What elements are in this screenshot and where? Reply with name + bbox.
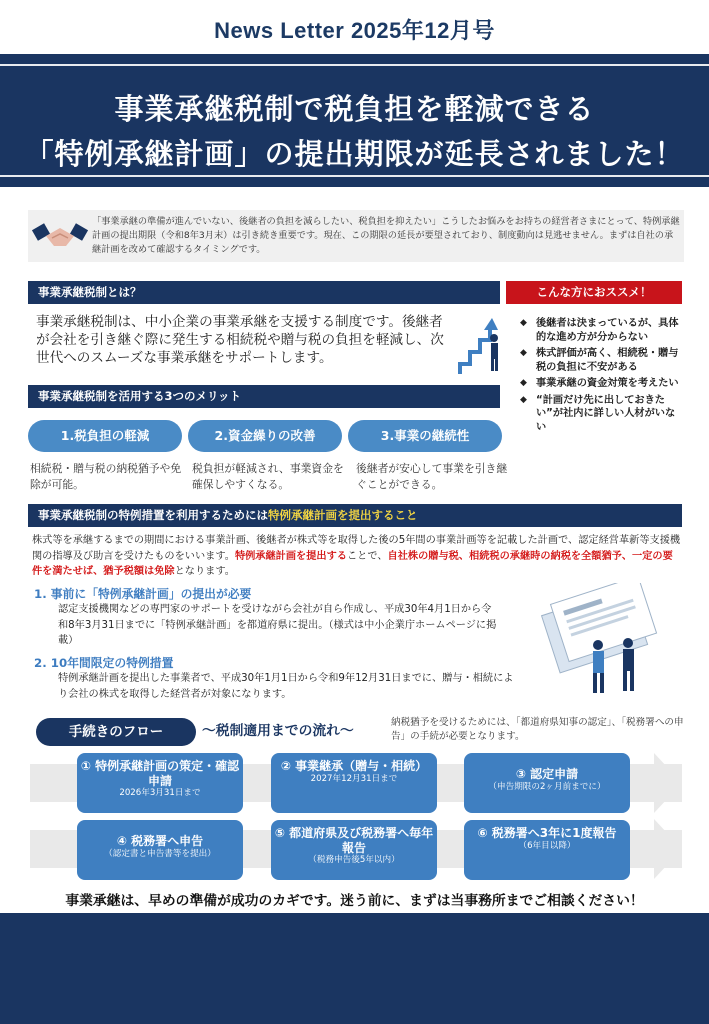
section-heading-what [28, 281, 500, 304]
flow-arrow-tip-1 [654, 753, 682, 813]
handshake-icon [32, 214, 88, 258]
intro-box [28, 210, 684, 262]
hero-headline-2: 「特例承継計画」の提出期限が延長されました！ [24, 137, 685, 171]
special-item2-heading: 2. 10年間限定の特例措置 [34, 656, 174, 670]
recommend-item: ◆ 株式評価が高く、相続税・贈与税の負担に不安がある [520, 347, 680, 374]
hero-rule-bottom [0, 175, 709, 177]
section-heading-merits [28, 385, 500, 408]
special-para-b: 特例承継計画を提出する [234, 550, 347, 562]
intro-text: 「事業承継の準備が進んでいない、後継者の負担を減らしたい、税負担を抑えたい」こうしたお悩みをお持ちの経営者さまにとって、特例承継計画の提出期限（令和8年3月末）は引き続き重要です。現在、この期限の延長が要望されており、制度動向は見逃せません。まずは自社の承継計画を改めて確認するタイミングです。 [92, 216, 680, 256]
special-heading-plain: 事業承継税制の特例措置を利用するためには [38, 508, 268, 522]
special-paragraph [32, 533, 682, 580]
flow-step-sub: （申告期限の2ヶ月前までに） [488, 781, 606, 792]
flow-step-title: ① 特例承継計画の策定・確認申請 [80, 759, 240, 788]
flow-step-sub: （認定書と申告書等を提出） [104, 848, 216, 859]
documents-illustration [520, 583, 690, 698]
flow-step-6 [464, 820, 630, 880]
special-item2-body: 特例承継計画を提出した事業者で、平成30年1月1日から令和9年12月31日までに、贈与・相続により会社の株式を取得した経営者が対象になります。 [58, 673, 514, 700]
flow-arrow-tip-2 [654, 819, 682, 879]
flow-subtitle: ～税制適用までの流れ～ [202, 723, 354, 739]
flow-step-4 [77, 820, 243, 880]
special-para-c: ことで、 [347, 550, 388, 562]
what-description: 事業承継税制は、中小企業の事業承継を支援する制度です。後継者が会社を引き継ぐ際に発生する相続税や贈与税の負担を軽減し、次世代へのスムーズな事業承継をサポートします。 [36, 314, 444, 366]
flow-label: 手続きのフロー [36, 718, 196, 746]
newsletter-title: News Letter 2025年12月号 [214, 18, 495, 43]
merit-desc-1: 相続税・贈与税の納税猶予や免除が可能。 [30, 462, 182, 491]
hero-banner [0, 54, 709, 187]
special-heading-highlight: 特例承継計画を提出すること [268, 508, 418, 522]
merit-desc-3: 後継者が安心して事業を引き継ぐことができる。 [356, 462, 508, 491]
recommend-list [520, 317, 680, 437]
merit-pill-1: 1.税負担の軽減 [28, 420, 182, 452]
merit-pill-2: 2.資金繰りの改善 [188, 420, 342, 452]
special-para-e: となります。 [174, 566, 235, 577]
recommend-heading-label: こんな方におススメ！ [536, 285, 652, 299]
flow-step-1 [77, 753, 243, 813]
recommend-item: ◆ 事業承継の資金対策を考えたい [520, 377, 680, 391]
recommend-item: ◆ 後継者は決まっているが、具体的な進め方が分からない [520, 317, 680, 344]
flow-step-title: ⑤ 都道府県及び税務署へ毎年報告 [274, 826, 434, 855]
closing-message: 事業承継は、早めの準備が成功のカギです。迷う前に、まずは当事務所までご相談ください！ [65, 893, 644, 909]
flow-step-title: ② 事業継承（贈与・相続） [280, 759, 428, 773]
flow-step-sub: 2026年3月31日まで [119, 788, 201, 798]
special-para-d: 自社株の贈与税、相続税の承継時の納税を全額猶予、一定の要件を満たせば、猶予税額は免除 [32, 550, 673, 577]
flow-step-sub: （税務申告後5年以内） [308, 855, 400, 865]
hero-headline-1: 事業承継税制で税負担を軽減できる [114, 92, 595, 126]
flow-step-title: ⑥ 税務署へ3年に1度報告 [477, 826, 617, 840]
merit-desc-2: 税負担が軽減され、事業資金を確保しやすくなる。 [192, 462, 344, 491]
section-heading-what-label: 事業承継税制とは？ [38, 285, 142, 299]
footer-band [0, 913, 709, 1024]
flow-note: 納税猶予を受けるためには、「都道府県知事の認定」、「税務署への申告」の手続が必要となります。 [391, 717, 684, 742]
special-para-a: 株式等を承継するまでの期間における事業計画、後継者が株式等を取得した後の5年間の事業計画等を記載した計画で、認定経営革新等支援機関の指導及び助言を受けたものをいいます。 [32, 535, 681, 562]
recommend-item: ◆ “計画だけ先に出しておきたい”が社内に詳しい人材がいない [520, 394, 680, 435]
special-item1-heading: 1. 事前に「特例承継計画」の提出が必要 [34, 587, 252, 601]
section-heading-special [28, 504, 682, 527]
flow-step-sub: （6年目以降） [518, 840, 576, 851]
header [0, 0, 709, 54]
flow-step-title: ③ 認定申請 [515, 767, 579, 781]
hero-rule-top [0, 64, 709, 66]
flow-step-title: ④ 税務署へ申告 [116, 834, 204, 848]
growth-stairs-icon [454, 308, 502, 378]
special-item1-body: 認定支援機関などの専門家のサポートを受けながら会社が自ら作成し、平成30年4月1日から令和8年3月31日までに「特例承継計画」を都道府県に提出。（様式は中小企業庁ホームページに掲載） [58, 604, 497, 646]
merit-pill-3: 3.事業の継続性 [348, 420, 502, 452]
flow-step-3 [464, 753, 630, 813]
recommend-heading [506, 281, 682, 304]
flow-step-5 [271, 820, 437, 880]
section-heading-merits-label: 事業承継税制を活用する3つのメリット [38, 389, 242, 403]
flow-step-sub: 2027年12月31日まで [310, 773, 398, 784]
flow-step-2 [271, 753, 437, 813]
